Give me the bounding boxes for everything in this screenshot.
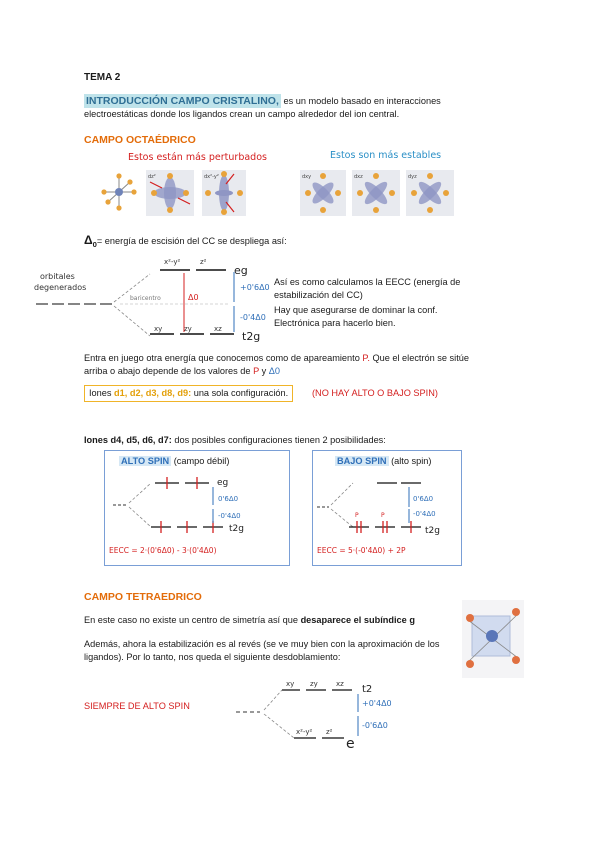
orbital-label-5: dyz [408, 174, 417, 180]
pairing-line2-a: arriba o abajo depende de los valores de [84, 366, 251, 376]
tetrahedral-splitting-diagram [230, 676, 420, 756]
bajo-plus: 0'6Δ0 [413, 495, 434, 503]
orbital-label-3: dxy [302, 174, 312, 180]
minus-04-label: -0'4Δ0 [240, 313, 266, 322]
octa-note-left: Estos están más perturbados [128, 152, 267, 163]
delta-sub: 0 [92, 239, 97, 249]
iones-prefix: Iones [89, 388, 112, 398]
intro-line2: electroestáticas donde los ligandos crean un campo alrededor del ion central. [84, 109, 400, 119]
iones2-rest: dos posibles configuraciones tienen 2 posibilidades: [174, 435, 386, 445]
e-orbital-2: z² [326, 728, 333, 736]
octahedral-orbitals-figure [84, 164, 464, 222]
iones2-bold: Iones d4, d5, d6, d7: [84, 435, 172, 445]
no-spin-note: (NO HAY ALTO O BAJO SPIN) [312, 388, 438, 398]
bajo-minus: -0'4Δ0 [413, 510, 436, 518]
alto-eecc: EECC = 2·(0'6Δ0) - 3·(0'4Δ0) [109, 546, 217, 555]
t2g-orbital-3: xz [214, 325, 222, 333]
bajo-p-1: P [355, 512, 359, 519]
tetra-p2-l1: Además, ahora la estabilización es al revés (se ve muy bien con la aproximación de [84, 639, 426, 649]
iones-two-config [84, 434, 386, 447]
intro-line1: es un modelo basado en interacciones [283, 96, 441, 106]
degenerate-label-2: degenerados [34, 283, 87, 292]
tetra-title: CAMPO TETRAEDRICO [84, 591, 202, 603]
tetra-line1 [84, 614, 464, 627]
delta-symbol: Δ [84, 233, 93, 247]
octahedral-molecule [101, 173, 136, 210]
delta-text: = energía de escisión del CC se despliega así: [96, 236, 287, 246]
orbital-label-1: dz² [148, 174, 156, 180]
tetra-paragraph [84, 638, 464, 664]
alto-t2g: t2g [229, 524, 244, 534]
t2g-orbital-1: xy [154, 325, 163, 333]
plus-06-label: +0'6Δ0 [240, 283, 270, 292]
bajo-spin-title: BAJO SPIN [337, 456, 387, 466]
pairing-y: y [261, 366, 267, 376]
pairing-line1-a: Entra en juego otra energía que conocemos como de apareamiento [84, 353, 360, 363]
octa-note-right: Estos son más estables [330, 150, 442, 161]
bajo-eecc: EECC = 5·(-0'4Δ0) + 2P [317, 546, 406, 555]
intro-paragraph [84, 95, 524, 121]
pairing-delta: Δ0 [268, 366, 281, 376]
t2-orbital-1: xy [286, 680, 295, 688]
alto-spin-title: ALTO SPIN [121, 456, 170, 466]
alto-spin-sub: (campo débil) [173, 456, 230, 466]
config-note: Hay que asegurarse de dominar la conf. Electrónica para hacerlo bien. [274, 305, 438, 328]
orbital-label-2: dx²-y² [204, 174, 219, 180]
bajo-spin-box [312, 450, 462, 566]
octahedral-splitting-diagram [30, 252, 290, 352]
pairing-p2: P [253, 366, 260, 376]
delta0-label: Δ0 [188, 293, 199, 302]
baricentro-label: baricentro [130, 295, 161, 302]
t2-orbital-2: zy [310, 680, 318, 688]
eg-label: eg [234, 264, 248, 277]
t2-orbital-3: xz [336, 680, 344, 688]
siempre-alto-spin: SIEMPRE DE ALTO SPIN [84, 701, 190, 711]
page-heading: TEMA 2 [84, 72, 121, 83]
tetrahedral-figure [462, 600, 524, 678]
orbital-label-4: dxz [354, 174, 363, 180]
iones-rest: una sola configuración. [193, 388, 289, 398]
e-orbital-1: x²-y² [296, 728, 313, 736]
tetra-line1-b: desaparece el subíndice g [300, 615, 415, 625]
alto-minus: -0'4Δ0 [218, 512, 241, 520]
pairing-line1-b: Que el electrón se sitúe [372, 353, 469, 363]
tetra-line1-a: En este caso no existe un centro de simetría así que [84, 615, 298, 625]
t2g-orbital-2: zy [184, 325, 192, 333]
iones-list: d1, d2, d3, d8, d9: [114, 388, 192, 398]
t2-label: t2 [362, 684, 373, 695]
bajo-spin-sub: (alto spin) [391, 456, 432, 466]
e-label: e [346, 736, 355, 752]
bajo-t2g: t2g [425, 526, 440, 536]
intro-highlight: INTRODUCCIÓN CAMPO CRISTALINO, [86, 95, 279, 107]
eg-orbital-2: z² [200, 258, 207, 266]
t2g-label: t2g [242, 330, 261, 343]
degenerate-label-1: orbitales [40, 272, 75, 281]
pairing-paragraph [84, 352, 524, 378]
tetra-minus: -0'6Δ0 [362, 721, 388, 730]
tetra-p2-l2: los ligandos). Por lo tanto, nos queda el siguiente desdoblamiento: [84, 639, 440, 662]
delta-line [84, 234, 287, 251]
alto-eg: eg [217, 478, 229, 488]
eecc-note: Así es como calculamos la EECC (energía de estabilización del CC) [274, 277, 461, 300]
tetra-plus: +0'4Δ0 [362, 699, 392, 708]
eg-orbital-1: x²-y² [164, 258, 181, 266]
alto-plus: 0'6Δ0 [218, 495, 239, 503]
octa-title: CAMPO OCTAÉDRICO [84, 134, 196, 146]
bajo-p-2: P [381, 512, 385, 519]
iones-single-config-box [84, 385, 293, 402]
pairing-p: P. [362, 353, 370, 363]
alto-spin-box [104, 450, 290, 566]
